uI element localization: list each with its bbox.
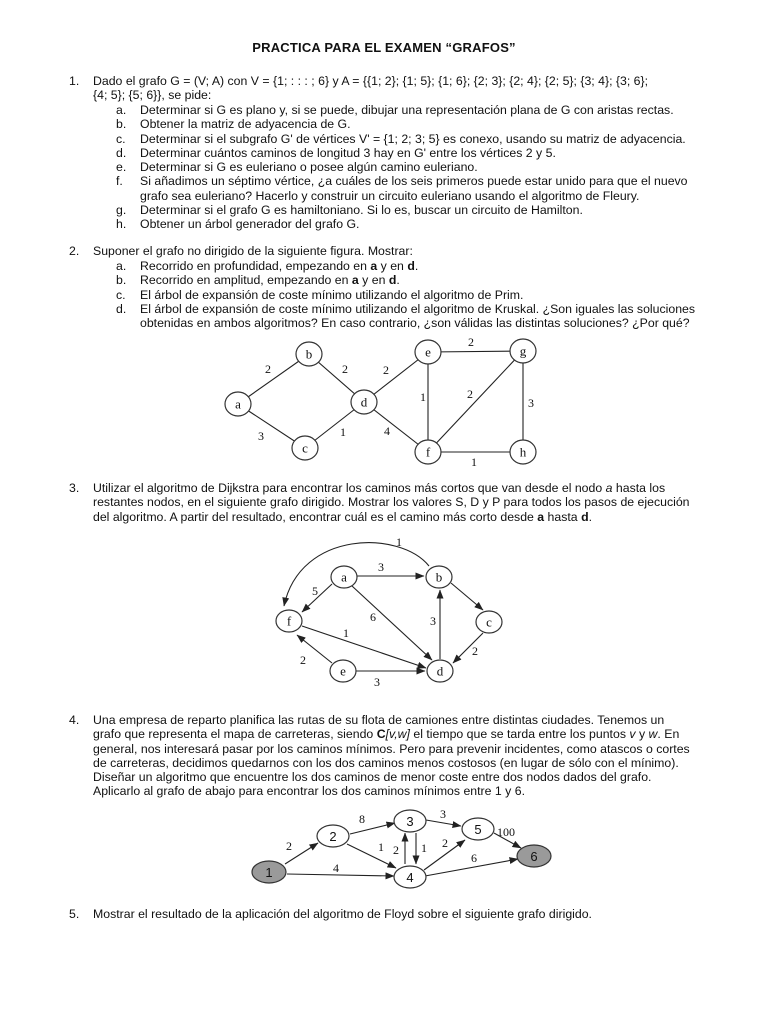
node-4	[394, 866, 426, 888]
q1-intro-line1: Dado el grafo G = (V; A) con V = {1; : : : ; 6} y A = {{1; 2}; {1; 5}; {1; 6}; {2; 3}; {2; 4}; {2; 5}; {3; 4}; {3; 6};	[93, 74, 649, 88]
q1-item-f	[116, 174, 721, 203]
q2-item-c	[116, 288, 721, 302]
page-title: PRACTICA PARA EL EXAMEN “GRAFOS”	[252, 40, 516, 55]
node-label: e	[340, 663, 346, 679]
node-3	[394, 810, 426, 832]
edge-b-c	[451, 583, 483, 610]
node-label: d	[360, 394, 368, 410]
q4-graph	[0, 805, 768, 895]
node-d	[351, 390, 377, 414]
weight-e-f: 2	[300, 653, 306, 667]
q2-intro: Suponer el grafo no dirigido de la siguiente figura. Mostrar:	[93, 244, 413, 258]
q1-item-c	[116, 132, 721, 146]
node-label: e	[425, 344, 431, 360]
item-text	[140, 259, 725, 273]
node-a	[225, 392, 251, 416]
weight-a-d: 6	[370, 610, 376, 624]
weight-a-b: 3	[378, 560, 384, 574]
item-node-d: d	[388, 273, 397, 288]
node-f	[415, 440, 441, 464]
q5-number: 5.	[69, 907, 80, 921]
q3-text	[93, 481, 721, 524]
item-text-pre: Recorrido en amplitud, empezando en	[140, 273, 352, 288]
item-node-a: a	[370, 259, 378, 273]
q1-item-g	[116, 203, 721, 217]
item-text: Determinar si G es euleriano o posee algún camino euleriano.	[140, 160, 478, 175]
item-text	[140, 174, 725, 203]
node-label: f	[425, 444, 431, 460]
item-letter: c.	[116, 287, 126, 302]
q2-edges	[238, 351, 523, 452]
q1-item-a	[116, 103, 721, 117]
item-letter: b.	[116, 273, 127, 288]
q4-cost-args: [v,w]	[385, 727, 410, 742]
node-c	[292, 436, 318, 460]
weight-e-d: 3	[374, 675, 380, 689]
q4-nodes	[252, 810, 551, 888]
q3-line3-text: del algoritmo. A partir del resultado, encontrar cuál es el camino más corto desde	[93, 509, 538, 524]
q3-bold-a: a	[537, 509, 545, 524]
node-6	[517, 845, 551, 867]
weight-g-h: 3	[528, 396, 534, 410]
weight-2-3: 8	[359, 812, 365, 826]
q4-var-v: v	[629, 727, 636, 742]
node-label: d	[436, 663, 444, 679]
node-label: c	[486, 614, 492, 630]
weight-5-6: 100	[497, 825, 515, 839]
item-node-d: d	[407, 259, 415, 273]
q4-line3: general, nos interesará pasar por los caminos mínimos. Pero para prevenir incidentes, como atascos o cortes	[93, 741, 690, 756]
node-5	[462, 818, 494, 840]
item-text: Obtener un árbol generador del grafo G.	[140, 217, 360, 232]
q4-var-w: w	[648, 727, 658, 742]
node-label: f	[286, 613, 292, 629]
q3-bold-d: d	[581, 509, 589, 524]
node-c	[476, 611, 502, 633]
q2-item-a	[116, 259, 721, 273]
weight-d-f: 4	[384, 424, 390, 438]
edge-c-d	[453, 633, 483, 663]
q1-item-d	[116, 146, 721, 160]
node-2	[317, 825, 349, 847]
item-letter: a.	[116, 103, 127, 117]
q4-number: 4.	[69, 713, 80, 727]
q3-graph	[0, 530, 768, 700]
weight-2-4: 1	[378, 840, 384, 854]
q1-items	[116, 103, 721, 232]
q4-line2	[93, 727, 721, 741]
q2-number: 2.	[69, 244, 80, 258]
q3-nodes	[276, 566, 502, 682]
weight-3-4: 1	[421, 841, 427, 855]
edge-e-g	[428, 351, 523, 352]
item-letter: b.	[116, 117, 127, 132]
item-letter: e.	[116, 160, 127, 175]
node-e	[415, 340, 441, 364]
item-text-mid: y en	[377, 259, 408, 273]
item-letter: c.	[116, 131, 126, 146]
item-letter: a.	[116, 259, 127, 273]
q4-line4: de carreteras, decidimos quedarnos con los dos caminos menos costosos (en lugar de sólo con el mínimo).	[93, 755, 679, 770]
q4-line2-end: . En	[657, 727, 680, 742]
q1-number: 1.	[69, 74, 80, 88]
weight-f-g: 2	[467, 387, 473, 401]
item-text-post: .	[414, 259, 419, 273]
node-d	[427, 660, 453, 682]
q2-item-d	[116, 302, 721, 331]
node-label: 4	[406, 870, 414, 885]
weight-c-d: 1	[340, 425, 346, 439]
node-h	[510, 440, 536, 464]
weight-1-4: 4	[333, 861, 339, 875]
q4-line1: Una empresa de reparto planifica las rutas de su flota de camiones entre distintas ciudades. Tenemos un	[93, 713, 665, 727]
q2-items	[116, 259, 721, 330]
weight-e-f: 1	[420, 390, 426, 404]
node-label: 6	[530, 849, 538, 864]
item-text-mid: y en	[358, 273, 389, 288]
node-label: a	[235, 396, 241, 412]
item-letter: d.	[116, 145, 127, 160]
node-label: h	[519, 444, 527, 460]
node-label: 2	[329, 829, 337, 844]
weight-a-c: 3	[258, 429, 264, 443]
item-text-line2: grafo sea euleriano? Hacerlo y construir un circuito euleriano usando el algoritmo de Fleury.	[140, 188, 640, 203]
q4-line2-mid: el tiempo que se tarda entre los puntos	[409, 727, 630, 742]
item-text-post: .	[396, 273, 400, 288]
weight-a-f: 5	[312, 584, 318, 598]
item-text: Determinar si el subgrafo G' de vértices V' = {1; 2; 3; 5} es conexo, usando su matriz de adyacencia.	[140, 131, 686, 146]
item-text-pre: Recorrido en profundidad, empezando en	[140, 259, 371, 273]
q4-line6: Aplicarlo al grafo de abajo para encontrar los dos caminos mínimos entre 1 y 6.	[93, 784, 525, 799]
edge-f-g	[428, 351, 523, 452]
q3-line3-mid: hasta	[544, 509, 582, 524]
q3-line1	[93, 481, 721, 495]
q4-text	[93, 713, 721, 799]
node-g	[510, 339, 536, 363]
q3-line3-end: .	[588, 509, 592, 524]
weight-b-f: 1	[396, 535, 402, 549]
q1-item-b	[116, 117, 721, 131]
item-text: El árbol de expansión de coste mínimo utilizando el algoritmo de Prim.	[140, 287, 524, 302]
edge-2-4	[347, 844, 396, 868]
q1-intro	[93, 74, 721, 103]
q2-graph	[0, 334, 768, 469]
q1-intro-line2: {4; 5}; {5; 6}}, se pide:	[93, 88, 212, 103]
q4-line5: Diseñar un algoritmo que encuentre los dos caminos de menor coste entre dos nodos dados del grafo.	[93, 770, 652, 785]
q4-line2-text: grafo que representa el mapa de carreteras, siendo	[93, 727, 377, 742]
item-letter: f.	[116, 174, 123, 189]
q3-number: 3.	[69, 481, 80, 495]
q1-item-h	[116, 217, 721, 231]
weight-f-d: 1	[343, 626, 349, 640]
q5-text: Mostrar el resultado de la aplicación del algoritmo de Floyd sobre el siguiente grafo dirigido.	[93, 907, 592, 921]
node-label: b	[435, 569, 443, 585]
item-text: Determinar si G es plano y, si se puede, dibujar una representación plana de G con aristas rectas.	[140, 103, 674, 117]
item-text	[140, 273, 725, 287]
weight-4-3: 2	[393, 843, 399, 857]
item-text: Obtener la matriz de adyacencia de G.	[140, 117, 351, 132]
edge-f-d	[302, 626, 426, 668]
item-text-line2: obtenidas en ambos algoritmos? En caso contrario, ¿son válidas las distintas soluciones? ¿Por qué?	[140, 316, 690, 331]
weight-d-e: 2	[383, 363, 389, 377]
item-letter: g.	[116, 203, 127, 218]
q3-node-a: a	[605, 481, 613, 495]
item-text-line1: El árbol de expansión de coste mínimo utilizando el algoritmo de Kruskal. ¿Son iguales las soluciones	[140, 301, 696, 316]
edge-a-d	[352, 586, 432, 660]
weight-f-h: 1	[471, 455, 477, 469]
node-label: b	[305, 346, 313, 362]
node-f	[276, 610, 302, 632]
item-letter: d.	[116, 301, 127, 316]
node-a	[331, 566, 357, 588]
q3-line3	[93, 510, 721, 524]
node-b	[296, 342, 322, 366]
item-text: Determinar si el grafo G es hamiltoniano. Si lo es, buscar un circuito de Hamilton.	[140, 203, 583, 218]
node-label: 1	[265, 865, 273, 880]
node-label: 3	[406, 814, 414, 829]
node-1	[252, 861, 286, 883]
q4-cost-symbol: C	[376, 727, 386, 742]
node-label: 5	[474, 822, 482, 837]
q2-item-b	[116, 273, 721, 287]
item-node-a: a	[351, 273, 359, 288]
q4-line2-and: y	[635, 727, 649, 742]
edge-1-4	[287, 874, 394, 876]
node-label: a	[341, 569, 347, 585]
q3-line1-text: Utilizar el algoritmo de Dijkstra para encontrar los caminos más cortos que van desde el nodo	[93, 481, 606, 495]
weight-b-d: 2	[342, 362, 348, 376]
item-text-line1: Si añadimos un séptimo vértice, ¿a cuáles de los seis primeros puede estar unido para que el nuevo	[140, 174, 688, 189]
node-b	[426, 566, 452, 588]
weight-e-g: 2	[468, 335, 474, 349]
item-letter: h.	[116, 217, 127, 232]
q2-nodes	[225, 339, 536, 464]
weight-a-b: 2	[265, 362, 271, 376]
weight-4-5: 2	[442, 836, 448, 850]
q3-line2: restantes nodos, en el siguiente grafo dirigido. Mostrar los valores S, D y P para todos los pasos de ejecución	[93, 495, 690, 510]
weight-c-d: 2	[472, 644, 478, 658]
edge-2-3	[350, 823, 395, 834]
node-label: g	[519, 343, 527, 359]
item-text: Determinar cuántos caminos de longitud 3 hay en G' entre los vértices 2 y 5.	[140, 145, 556, 160]
node-e	[330, 660, 356, 682]
q1-item-e	[116, 160, 721, 174]
weight-1-2: 2	[286, 839, 292, 853]
weight-3-5: 3	[440, 807, 446, 821]
item-text	[140, 302, 725, 331]
q3-line1-end: hasta los	[612, 481, 666, 495]
node-label: c	[302, 440, 308, 456]
weight-4-6: 6	[471, 851, 477, 865]
weight-d-b: 3	[430, 614, 436, 628]
